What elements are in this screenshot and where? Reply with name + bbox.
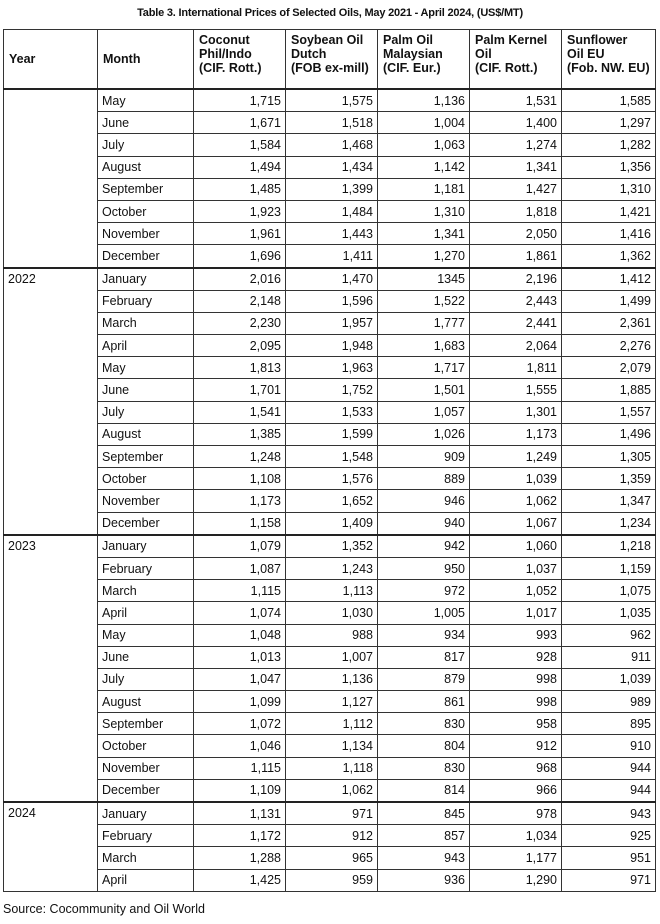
price-cell: 1,035	[562, 602, 656, 624]
month-cell: January	[98, 268, 194, 291]
price-cell: 1,290	[470, 869, 562, 891]
price-cell: 1,075	[562, 580, 656, 602]
price-cell: 1,715	[194, 89, 286, 112]
price-cell: 1,052	[470, 580, 562, 602]
table-row	[4, 290, 656, 312]
price-cell: 940	[378, 512, 470, 535]
price-cell: 2,441	[470, 312, 562, 334]
month-cell: February	[98, 290, 194, 312]
price-cell: 814	[378, 779, 470, 802]
price-cell: 1,109	[194, 779, 286, 802]
price-cell: 1,243	[286, 557, 378, 579]
price-cell: 857	[378, 825, 470, 847]
price-cell: 1,683	[378, 335, 470, 357]
month-cell: August	[98, 423, 194, 445]
month-cell: March	[98, 312, 194, 334]
price-cell: 1,425	[194, 869, 286, 891]
year-cell: 2023	[4, 535, 98, 802]
price-cell: 936	[378, 869, 470, 891]
price-cell: 2,230	[194, 312, 286, 334]
price-cell: 934	[378, 624, 470, 646]
price-cell: 879	[378, 668, 470, 690]
price-cell: 1,060	[470, 535, 562, 558]
price-cell: 1,127	[286, 691, 378, 713]
price-cell: 1,113	[286, 580, 378, 602]
price-cell: 1,948	[286, 335, 378, 357]
price-cell: 1,533	[286, 401, 378, 423]
price-cell: 1,861	[470, 245, 562, 268]
price-cell: 1,142	[378, 156, 470, 178]
price-cell: 2,064	[470, 335, 562, 357]
price-cell: 2,148	[194, 290, 286, 312]
price-cell: 959	[286, 869, 378, 891]
price-cell: 1,701	[194, 379, 286, 401]
price-cell: 971	[286, 802, 378, 825]
price-cell: 2,196	[470, 268, 562, 291]
price-cell: 1,134	[286, 735, 378, 757]
price-cell: 1,310	[378, 200, 470, 222]
table-row	[4, 200, 656, 222]
price-cell: 958	[470, 713, 562, 735]
month-cell: November	[98, 757, 194, 779]
month-cell: March	[98, 580, 194, 602]
year-cell: 2024	[4, 802, 98, 891]
price-cell: 925	[562, 825, 656, 847]
price-cell: 1,017	[470, 602, 562, 624]
year-cell	[4, 89, 98, 268]
price-cell: 1,248	[194, 446, 286, 468]
price-cell: 1,585	[562, 89, 656, 112]
header-row	[4, 30, 656, 90]
table-row	[4, 557, 656, 579]
price-cell: 1,416	[562, 223, 656, 245]
price-cell: 1,301	[470, 401, 562, 423]
price-cell: 1,074	[194, 602, 286, 624]
price-cell: 1,494	[194, 156, 286, 178]
price-cell: 988	[286, 624, 378, 646]
price-cell: 1,270	[378, 245, 470, 268]
table-row	[4, 245, 656, 268]
price-cell: 1,039	[562, 668, 656, 690]
month-cell: June	[98, 379, 194, 401]
price-cell: 1,087	[194, 557, 286, 579]
price-cell: 1,811	[470, 357, 562, 379]
price-cell: 1,468	[286, 134, 378, 156]
price-cell: 942	[378, 535, 470, 558]
header-year: Year	[4, 30, 98, 90]
price-cell: 895	[562, 713, 656, 735]
price-cell: 1,385	[194, 423, 286, 445]
price-cell: 2,016	[194, 268, 286, 291]
month-cell: August	[98, 691, 194, 713]
month-cell: May	[98, 624, 194, 646]
price-cell: 1345	[378, 268, 470, 291]
price-cell: 946	[378, 490, 470, 512]
price-cell: 1,007	[286, 646, 378, 668]
table-row	[4, 512, 656, 535]
table-row	[4, 156, 656, 178]
table-row	[4, 178, 656, 200]
table-row	[4, 535, 656, 558]
price-cell: 1,305	[562, 446, 656, 468]
price-cell: 966	[470, 779, 562, 802]
price-cell: 2,276	[562, 335, 656, 357]
table-row	[4, 312, 656, 334]
price-cell: 889	[378, 468, 470, 490]
price-cell: 1,057	[378, 401, 470, 423]
month-cell: August	[98, 156, 194, 178]
price-cell: 1,118	[286, 757, 378, 779]
price-cell: 951	[562, 847, 656, 869]
month-cell: February	[98, 825, 194, 847]
price-cell: 1,412	[562, 268, 656, 291]
price-cell: 989	[562, 691, 656, 713]
price-cell: 1,501	[378, 379, 470, 401]
year-cell: 2022	[4, 268, 98, 535]
price-cell: 1,158	[194, 512, 286, 535]
price-cell: 1,531	[470, 89, 562, 112]
price-cell: 1,575	[286, 89, 378, 112]
price-cell: 1,596	[286, 290, 378, 312]
price-cell: 861	[378, 691, 470, 713]
price-cell: 1,013	[194, 646, 286, 668]
price-cell: 912	[286, 825, 378, 847]
month-cell: September	[98, 713, 194, 735]
price-cell: 1,518	[286, 112, 378, 134]
price-cell: 1,499	[562, 290, 656, 312]
table-row	[4, 825, 656, 847]
price-cell: 950	[378, 557, 470, 579]
price-cell: 943	[378, 847, 470, 869]
price-cell: 1,652	[286, 490, 378, 512]
price-cell: 1,005	[378, 602, 470, 624]
price-cell: 1,421	[562, 200, 656, 222]
price-cell: 1,099	[194, 691, 286, 713]
price-cell: 962	[562, 624, 656, 646]
price-cell: 1,072	[194, 713, 286, 735]
price-cell: 1,297	[562, 112, 656, 134]
table-row	[4, 713, 656, 735]
price-cell: 1,274	[470, 134, 562, 156]
price-cell: 993	[470, 624, 562, 646]
month-cell: September	[98, 178, 194, 200]
table-row	[4, 602, 656, 624]
price-cell: 1,039	[470, 468, 562, 490]
price-cell: 1,218	[562, 535, 656, 558]
price-cell: 1,356	[562, 156, 656, 178]
price-cell: 1,555	[470, 379, 562, 401]
month-cell: February	[98, 557, 194, 579]
price-cell: 1,599	[286, 423, 378, 445]
price-cell: 2,095	[194, 335, 286, 357]
price-cell: 1,777	[378, 312, 470, 334]
table-row	[4, 490, 656, 512]
table-row	[4, 268, 656, 291]
price-cell: 1,362	[562, 245, 656, 268]
price-cell: 1,030	[286, 602, 378, 624]
price-cell: 944	[562, 757, 656, 779]
month-cell: October	[98, 735, 194, 757]
price-cell: 1,961	[194, 223, 286, 245]
month-cell: November	[98, 490, 194, 512]
table-row	[4, 357, 656, 379]
price-cell: 1,034	[470, 825, 562, 847]
price-cell: 1,159	[562, 557, 656, 579]
table-row	[4, 468, 656, 490]
price-cell: 1,584	[194, 134, 286, 156]
price-cell: 1,484	[286, 200, 378, 222]
price-cell: 978	[470, 802, 562, 825]
price-cell: 972	[378, 580, 470, 602]
price-cell: 1,046	[194, 735, 286, 757]
table-row	[4, 668, 656, 690]
price-cell: 1,136	[286, 668, 378, 690]
price-cell: 1,115	[194, 757, 286, 779]
price-cell: 1,557	[562, 401, 656, 423]
table-title: Table 3. International Prices of Selected Oils, May 2021 - April 2024, (US$/MT)	[137, 7, 523, 19]
price-cell: 1,062	[470, 490, 562, 512]
price-cell: 1,443	[286, 223, 378, 245]
price-cell: 1,485	[194, 178, 286, 200]
month-cell: July	[98, 401, 194, 423]
price-cell: 1,399	[286, 178, 378, 200]
price-cell: 1,434	[286, 156, 378, 178]
price-cell: 1,173	[194, 490, 286, 512]
price-cell: 1,576	[286, 468, 378, 490]
month-cell: January	[98, 802, 194, 825]
price-cell: 928	[470, 646, 562, 668]
price-cell: 1,048	[194, 624, 286, 646]
month-cell: November	[98, 223, 194, 245]
month-cell: March	[98, 847, 194, 869]
price-cell: 1,359	[562, 468, 656, 490]
table-body	[4, 89, 656, 891]
price-cell: 1,818	[470, 200, 562, 222]
month-cell: July	[98, 134, 194, 156]
table-row	[4, 89, 656, 112]
table-row	[4, 112, 656, 134]
price-cell: 1,288	[194, 847, 286, 869]
price-cell: 1,249	[470, 446, 562, 468]
month-cell: October	[98, 468, 194, 490]
price-cell: 1,548	[286, 446, 378, 468]
price-cell: 1,310	[562, 178, 656, 200]
price-cell: 1,717	[378, 357, 470, 379]
header-soybean: Soybean Oil Dutch (FOB ex-mill)	[286, 30, 378, 90]
price-cell: 1,341	[470, 156, 562, 178]
price-cell: 1,282	[562, 134, 656, 156]
price-cell: 965	[286, 847, 378, 869]
price-cell: 1,470	[286, 268, 378, 291]
price-cell: 2,443	[470, 290, 562, 312]
price-cell: 1,067	[470, 512, 562, 535]
table-row	[4, 379, 656, 401]
table-row	[4, 869, 656, 891]
table-row	[4, 691, 656, 713]
price-cell: 1,671	[194, 112, 286, 134]
price-cell: 845	[378, 802, 470, 825]
month-cell: January	[98, 535, 194, 558]
header-coconut: Coconut Phil/Indo (CIF. Rott.)	[194, 30, 286, 90]
month-cell: April	[98, 602, 194, 624]
price-cell: 971	[562, 869, 656, 891]
price-cell: 1,062	[286, 779, 378, 802]
source-note: Source: Cocommunity and Oil World	[3, 902, 205, 916]
price-cell: 909	[378, 446, 470, 468]
price-cell: 943	[562, 802, 656, 825]
price-cell: 1,541	[194, 401, 286, 423]
table-row	[4, 446, 656, 468]
price-cell: 804	[378, 735, 470, 757]
month-cell: April	[98, 869, 194, 891]
price-cell: 830	[378, 757, 470, 779]
month-cell: September	[98, 446, 194, 468]
price-cell: 1,923	[194, 200, 286, 222]
price-cell: 1,352	[286, 535, 378, 558]
price-cell: 1,181	[378, 178, 470, 200]
table-row	[4, 223, 656, 245]
price-cell: 1,963	[286, 357, 378, 379]
table-row	[4, 335, 656, 357]
header-month: Month	[98, 30, 194, 90]
price-cell: 1,112	[286, 713, 378, 735]
month-cell: October	[98, 200, 194, 222]
month-cell: December	[98, 779, 194, 802]
price-cell: 2,079	[562, 357, 656, 379]
month-cell: April	[98, 335, 194, 357]
oil-prices-table	[3, 29, 656, 892]
header-sunflower: Sunflower Oil EU (Fob. NW. EU)	[562, 30, 656, 90]
price-cell: 910	[562, 735, 656, 757]
price-cell: 817	[378, 646, 470, 668]
price-cell: 1,004	[378, 112, 470, 134]
price-cell: 1,409	[286, 512, 378, 535]
header-palm-kernel: Palm Kernel Oil (CIF. Rott.)	[470, 30, 562, 90]
table-row	[4, 646, 656, 668]
price-cell: 1,136	[378, 89, 470, 112]
table-row	[4, 847, 656, 869]
price-cell: 1,427	[470, 178, 562, 200]
month-cell: June	[98, 112, 194, 134]
table-row	[4, 802, 656, 825]
price-cell: 1,696	[194, 245, 286, 268]
month-cell: December	[98, 512, 194, 535]
price-cell: 1,131	[194, 802, 286, 825]
header-palm-oil: Palm Oil Malaysian (CIF. Eur.)	[378, 30, 470, 90]
price-cell: 1,347	[562, 490, 656, 512]
month-cell: December	[98, 245, 194, 268]
price-cell: 1,341	[378, 223, 470, 245]
price-cell: 1,177	[470, 847, 562, 869]
price-cell: 1,079	[194, 535, 286, 558]
month-cell: May	[98, 89, 194, 112]
price-cell: 1,026	[378, 423, 470, 445]
price-cell: 1,173	[470, 423, 562, 445]
table-row	[4, 779, 656, 802]
table-row	[4, 624, 656, 646]
price-cell: 830	[378, 713, 470, 735]
price-cell: 1,037	[470, 557, 562, 579]
table-row	[4, 757, 656, 779]
price-cell: 1,047	[194, 668, 286, 690]
price-cell: 1,172	[194, 825, 286, 847]
price-cell: 911	[562, 646, 656, 668]
price-cell: 1,813	[194, 357, 286, 379]
price-cell: 1,496	[562, 423, 656, 445]
month-cell: June	[98, 646, 194, 668]
price-cell: 1,752	[286, 379, 378, 401]
month-cell: May	[98, 357, 194, 379]
table-row	[4, 735, 656, 757]
price-cell: 998	[470, 668, 562, 690]
price-cell: 2,050	[470, 223, 562, 245]
price-cell: 1,115	[194, 580, 286, 602]
price-cell: 944	[562, 779, 656, 802]
price-cell: 1,108	[194, 468, 286, 490]
table-row	[4, 401, 656, 423]
price-cell: 1,400	[470, 112, 562, 134]
price-cell: 968	[470, 757, 562, 779]
price-cell: 1,957	[286, 312, 378, 334]
month-cell: July	[98, 668, 194, 690]
price-cell: 1,522	[378, 290, 470, 312]
table-row	[4, 134, 656, 156]
price-cell: 1,411	[286, 245, 378, 268]
price-cell: 998	[470, 691, 562, 713]
price-cell: 1,063	[378, 134, 470, 156]
table-row	[4, 580, 656, 602]
price-cell: 1,885	[562, 379, 656, 401]
price-cell: 2,361	[562, 312, 656, 334]
price-cell: 912	[470, 735, 562, 757]
table-row	[4, 423, 656, 445]
price-cell: 1,234	[562, 512, 656, 535]
